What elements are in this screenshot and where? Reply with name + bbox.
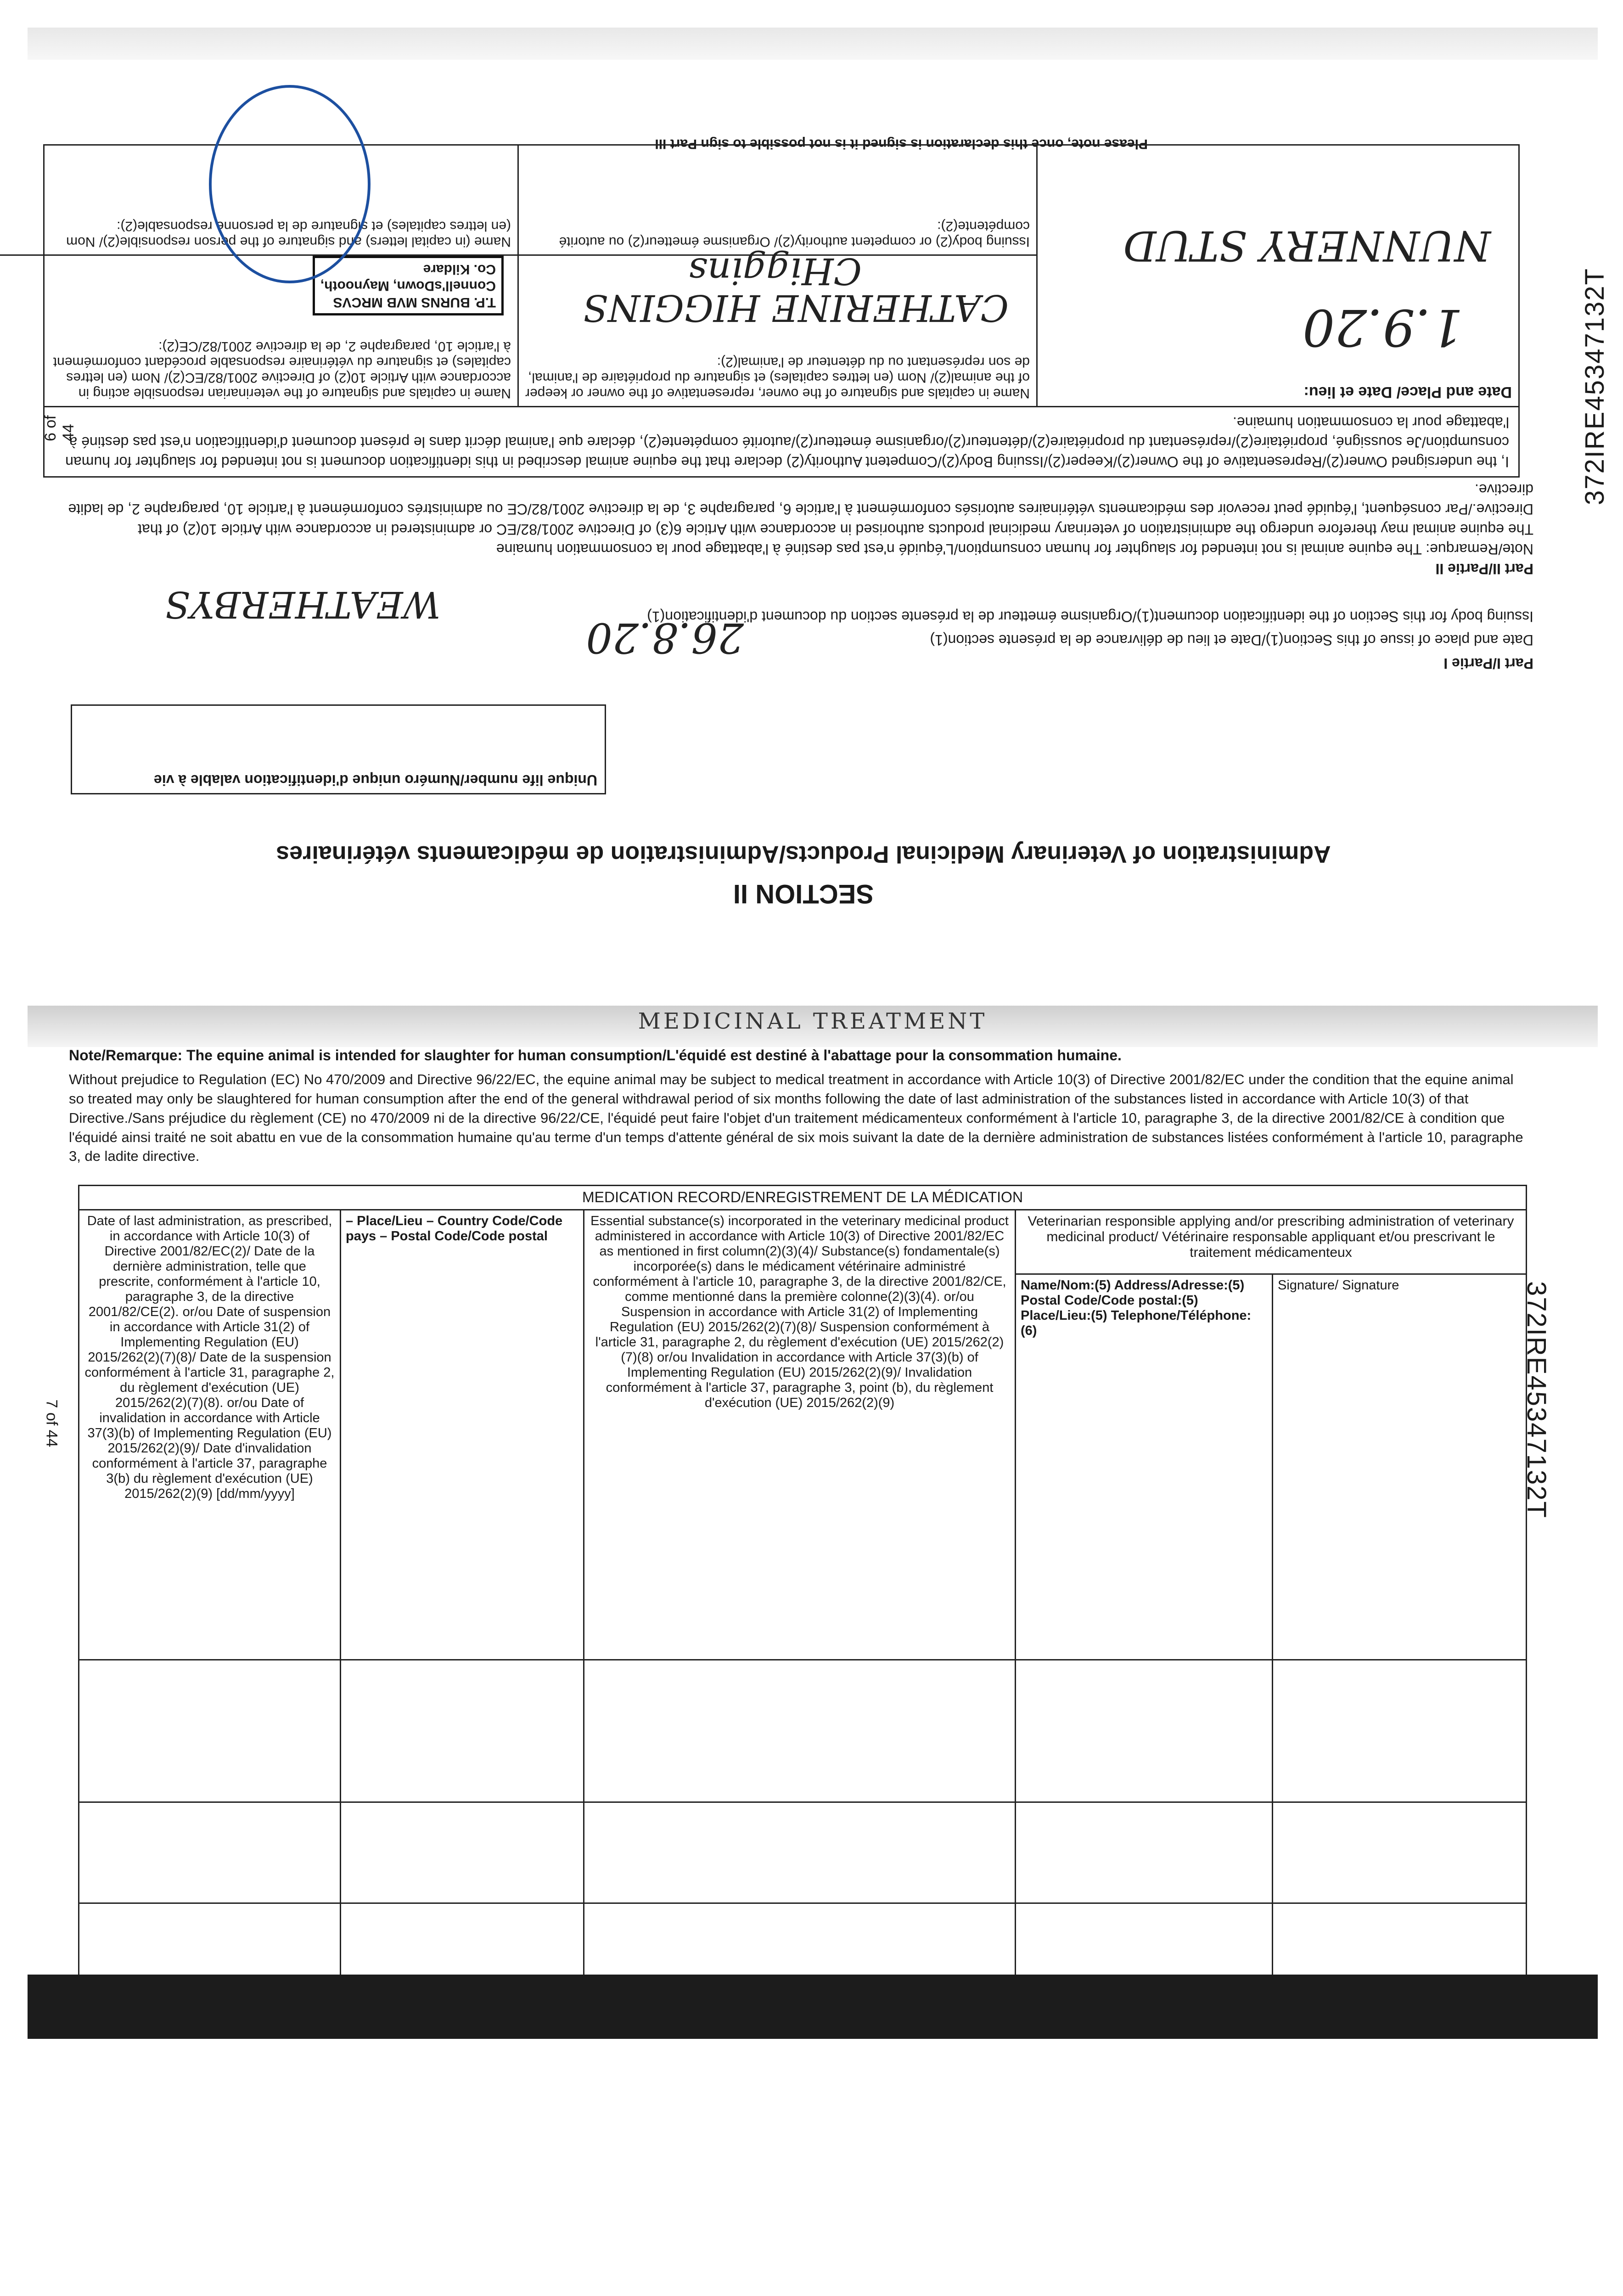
col-place [341, 1209, 584, 2017]
lower-note: Note/Remarque: The equine animal is intended for slaughter for human consumption/L'équidé est destiné à l'abattage pour la consommation humaine. [69, 1047, 1122, 1064]
scan-edge-top [28, 28, 1598, 60]
col-vet-header: Veterinarian responsible applying and/or prescribing administration of veterinary medicinal product/ Vétérinaire responsable appliquant et/ou prescrivant le traitement médicamenteux [1028, 1214, 1514, 1260]
col-vet-signature [1273, 1273, 1526, 2017]
medication-record-table [78, 1185, 1527, 2019]
col-owner [517, 250, 1036, 407]
page-number-bottom: 7 of 44 [43, 1399, 61, 1447]
stamp-line-3: Co. Kildare [423, 262, 496, 277]
hand-issuer: WEATHERBYS [165, 583, 441, 626]
col-person: Name (in capital letters) and signature of the person responsible(2)/ Nom (en lettres capitales) et signature de la personne responsable(2): [66, 219, 511, 249]
col-owner-label: Name in capitals and signature of the owner, representative of the owner or keeper of the animal(2)/ Nom (en lettres capitales) et signature du propriétaire de l'animal, de son représentant ou du détenteur de l'animal(2): [525, 355, 1030, 401]
part2-text: The equine animal may therefore undergo the administration of veterinary medicinal products authorised in accordance with Article 6(3) of Directive 2001/82/EC or administered in accordance with Article 10(2) of that Directive./Par conséquent, l'équidé peut recevoir des médicaments vétérinaires autorisés conformément à l'article 6, paragraphe 3, de la directive 2001/82/CE ou administrés conformément à l'article 10, paragraphe 2, de ladite directive. [68, 481, 1533, 538]
ufn-label: Unique life number/Numéro unique d'identification valable à vie [154, 772, 597, 788]
col1-header: Date of last administration, as prescribed, in accordance with Article 10(3) of Directive 2001/82/EC(2)/ Date de la dernière administration, telle que prescrite, conformément à l'article 10, paragraphe 3, de la directive 2001/82/CE(2). or/ou Date of suspension in accordance with Article 31(2) of Implementing Regulation (EU) 2015/262(2)(7)(8)/ Date de la suspension conformément à l'article 31, paragraphe 2, du règlement d'exécution (UE) 2015/262(2)(7)(8). or/ou Date of invalidation in accordance with Article 37(3)(b) of Implementing Regulation (EU) 2015/262(2)(9)/ Date d'invalidation conformément à l'article 37, paragraphe 3(b) du règlement d'exécution (UE) 2015/262(2)(9) [dd/mm/yyyy] [84, 1214, 335, 1501]
col4a-header: Name/Nom:(5) Address/Adresse:(5) Postal Code/Code postal:(5) Place/Lieu:(5) Telephone/Téléphone:(6) [1021, 1278, 1252, 1338]
scan-edge-bottom [28, 1975, 1598, 2039]
part1-title: Part I/Partie I [1443, 655, 1533, 672]
lower-paragraph: Without prejudice to Regulation (EC) No 470/2009 and Directive 96/22/EC, the equine animal may be subject to medical treatment in accordance with Article 10(3) of Directive 2001/82/EC under the condition that the equine animal so treated may only be slaughtered for human consumption after the end of the general withdrawal period of six months following the date of last administration of the substances listed in accordance with Article 10(3) of that Directive./Sans préjudice du règlement (CE) no 470/2009 ni de la directive 96/22/CE, l'équidé peut faire l'objet d'un traitement médicamenteux conformément à l'article 10, paragraphe 3, de la directive 2001/82/CE à condition que l'équidé ainsi traité ne soit abattu en vue de la consommation humaine qu'au terme d'un temps d'attente général de six mois suivant la date de la dernière administration de substances listées conformément à l'article 10, paragraphe 3, de ladite directive. [69, 1071, 1523, 1165]
id-code-bottom: 372IRE45347132T [1522, 1281, 1551, 1519]
section-subtitle: Administration of Veterinary Medicinal Products/Administration de médicaments vétérinaires [276, 841, 1331, 867]
col-date [1036, 146, 1518, 407]
hand-date-issue: 26.8.20 [586, 613, 744, 662]
record-title: MEDICATION RECORD/ENREGISTREMENT DE LA MÉDICATION [582, 1189, 1023, 1205]
part2 [64, 479, 1533, 579]
blue-signature [209, 85, 371, 283]
vet-stamp [313, 256, 504, 315]
col-issuing: Issuing body(2) or competent authority(2)/ Organisme émetteur(2) ou autorité compétente(2): [517, 146, 1036, 256]
fold-shadow [28, 1006, 1598, 1047]
page-number-top: 6 of 44 [42, 415, 77, 441]
col2-header: – Place/Lieu – Country Code/Code pays – Postal Code/Code postal [346, 1214, 563, 1244]
declaration-table [43, 144, 1520, 478]
hand-sig: CHiggins [688, 250, 862, 293]
section-ii-rotated [42, 124, 1610, 1010]
id-code-top: 372IRE45347132T [1580, 268, 1610, 505]
part1 [64, 583, 1533, 675]
stamp-line-2: Connell'sDown, Maynooth, [320, 278, 496, 293]
hand-name: CATHERINE HIGGINS [583, 287, 1009, 329]
col4b-header: Signature/ Signature [1278, 1278, 1399, 1293]
col-date-admin [79, 1209, 341, 2017]
col-vet-details [1016, 1273, 1273, 2017]
part1-body-line: Issuing body for this Section of the identification document(1)/Organisme émetteur de la présente section du document d'identification(1) [647, 608, 1533, 625]
part2-note: Note/Remarque: The equine animal is not intended for slaughter for human consumption/L'équidé n'est pas destiné à l'abattage pour la consommation humaine [496, 540, 1533, 557]
col-substances [584, 1209, 1016, 2017]
medicinal-treatment-band: MEDICINAL TREATMENT [638, 1008, 988, 1034]
hand-date: 1.9.20 [1303, 298, 1463, 357]
part1-date-line: Date and place of issue of this Section(1)/Date et lieu de délivrance de la présente section(1) [930, 631, 1533, 648]
declaration-text: I, the undersigned Owner(2)/Representative of the Owner(2)/Keeper(2)/Issuing Body(2)/Competent Authority(2) declare that the equine animal described in this identification document is not intended for slaughter for human consumption/Je soussigné, propriétaire(2)/représentant du propriétaire(2)/détenteur(2)/organisme émetteur(2)/autorité compétente(2), déclare que l'animal décrit dans le présent document d'identification n'est pas destiné à l'abattage pour la consommation humaine. [65, 414, 1509, 470]
section-title: SECTION II [733, 879, 874, 909]
note-top: Please note, once this declaration is signed it is not possible to sign Part III [655, 136, 1148, 152]
hand-place: NUNNERY STUD [1123, 221, 1491, 270]
col-date-label: Date and Place/ Date et lieu: [1303, 383, 1512, 401]
stamp-line-1: T.P. BURNS MVB MRCVS [333, 295, 496, 310]
part2-title: Part II/Partie II [1435, 561, 1533, 577]
col-vet-label: Name in capitals and signature of the veterinarian responsible acting in accordance with Article 10(2) of Directive 2001/82/EC(2)/ Nom (en lettres capitales) et signature du vétérinaire responsable procédant conformément à l'article 10, paragraphe 2, de la directive 2001/82/CE(2): [53, 339, 511, 401]
col3-header: Essential substance(s) incorporated in the veterinary medicinal product administered in accordance with Article 10(3) of Directive 2001/82/EC as mentioned in first column(2)(3)(4)/ Substance(s) fondamentale(s) incorporée(s) dans le médicament vétérinaire administré conformément à l'article 10, paragraphe 3, de la directive 2001/82/CE, comme mentionné dans la première colonne(2)(3)(4). or/ou Suspension in accordance with Article 31(2) of Implementing Regulation (EU) 2015/262(2)(7)(8)/ Suspension conformément à l'article 31, paragraphe 2, du règlement d'exécution (UE) 2015/262(2)(7)(8) or/ou Invalidation in accordance with Article 37(3)(b) of Implementing Regulation (EU) 2015/262(2)(9)/ Invalidation conformément à l'article 37, paragraphe 3, point (b), du règlement d'exécution (UE) 2015/262(2)(9) [590, 1214, 1009, 1410]
ufn-box [71, 704, 606, 794]
